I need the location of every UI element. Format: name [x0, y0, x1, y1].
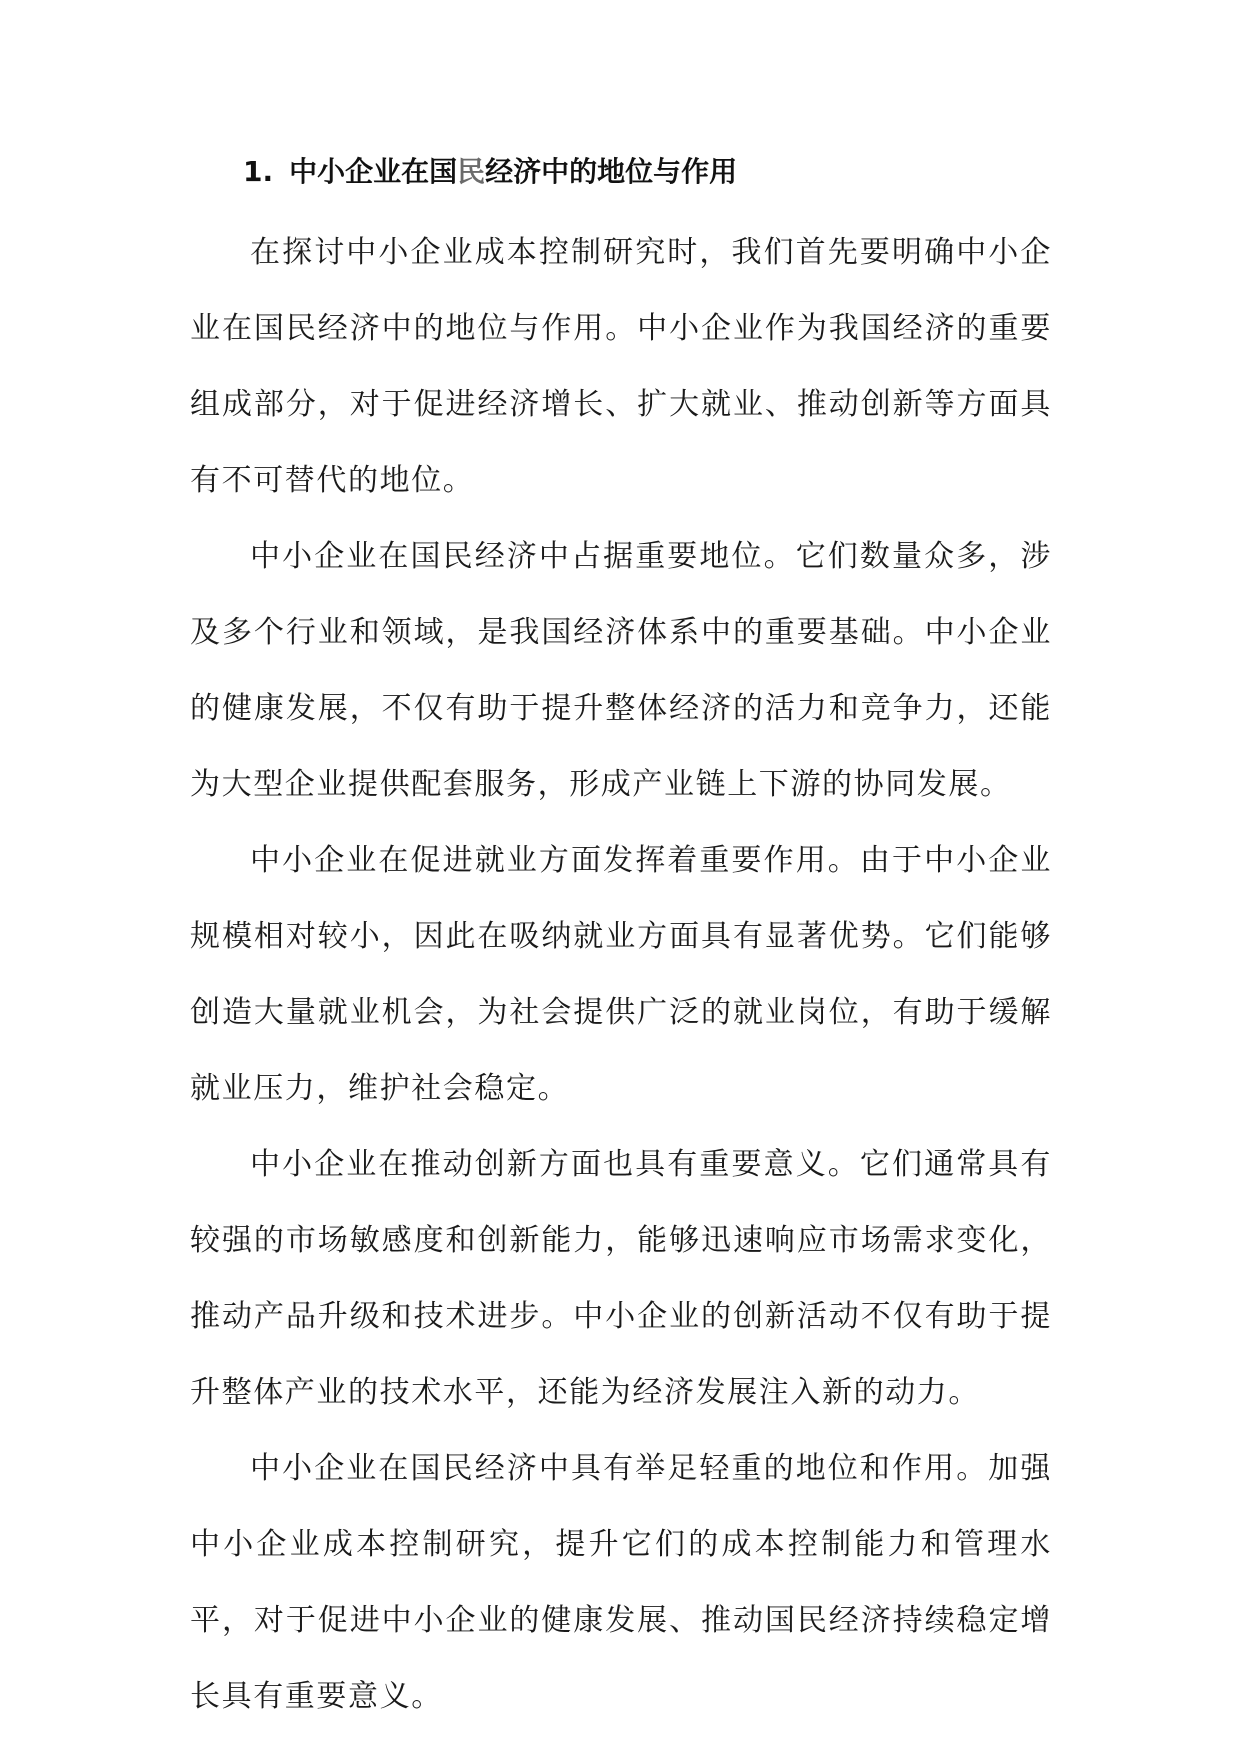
- paragraph: 中小企业在国民经济中具有举足轻重的地位和作用。加强中小企业成本控制研究，提升它们的成本控制能力和管理水平，对于促进中小企业的健康发展、推动国民经济持续稳定增长具有重要意义。: [190, 1451, 1052, 1714]
- section-heading: [243, 148, 737, 196]
- paragraph: 中小企业在国民经济中占据重要地位。它们数量众多，涉及多个行业和领域，是我国经济体系中的重要基础。中小企业的健康发展，不仅有助于提升整体经济的活力和竞争力，还能为大型企业提供配套服务，形成产业链上下游的协同发展。: [190, 539, 1052, 802]
- paragraph: 中小企业在促进就业方面发挥着重要作用。由于中小企业规模相对较小，因此在吸纳就业方面具有显著优势。它们能够创造大量就业机会，为社会提供广泛的就业岗位，有助于缓解就业压力，维护社会稳定。: [190, 843, 1052, 1106]
- section-title-part2: 经济中的地位与作用: [485, 155, 738, 188]
- body-text: [190, 215, 1052, 1735]
- section-title-part1: 中小企业在国: [289, 155, 458, 188]
- section-title-highlight: 民: [457, 155, 486, 188]
- section-number: 1.: [243, 155, 274, 188]
- paragraph: 在探讨中小企业成本控制研究时，我们首先要明确中小企业在国民经济中的地位与作用。中小企业作为我国经济的重要组成部分，对于促进经济增长、扩大就业、推动创新等方面具有不可替代的地位。: [190, 235, 1052, 498]
- paragraph: 中小企业在推动创新方面也具有重要意义。它们通常具有较强的市场敏感度和创新能力，能够迅速响应市场需求变化，推动产品升级和技术进步。中小企业的创新活动不仅有助于提升整体产业的技术水平，还能为经济发展注入新的动力。: [190, 1147, 1052, 1410]
